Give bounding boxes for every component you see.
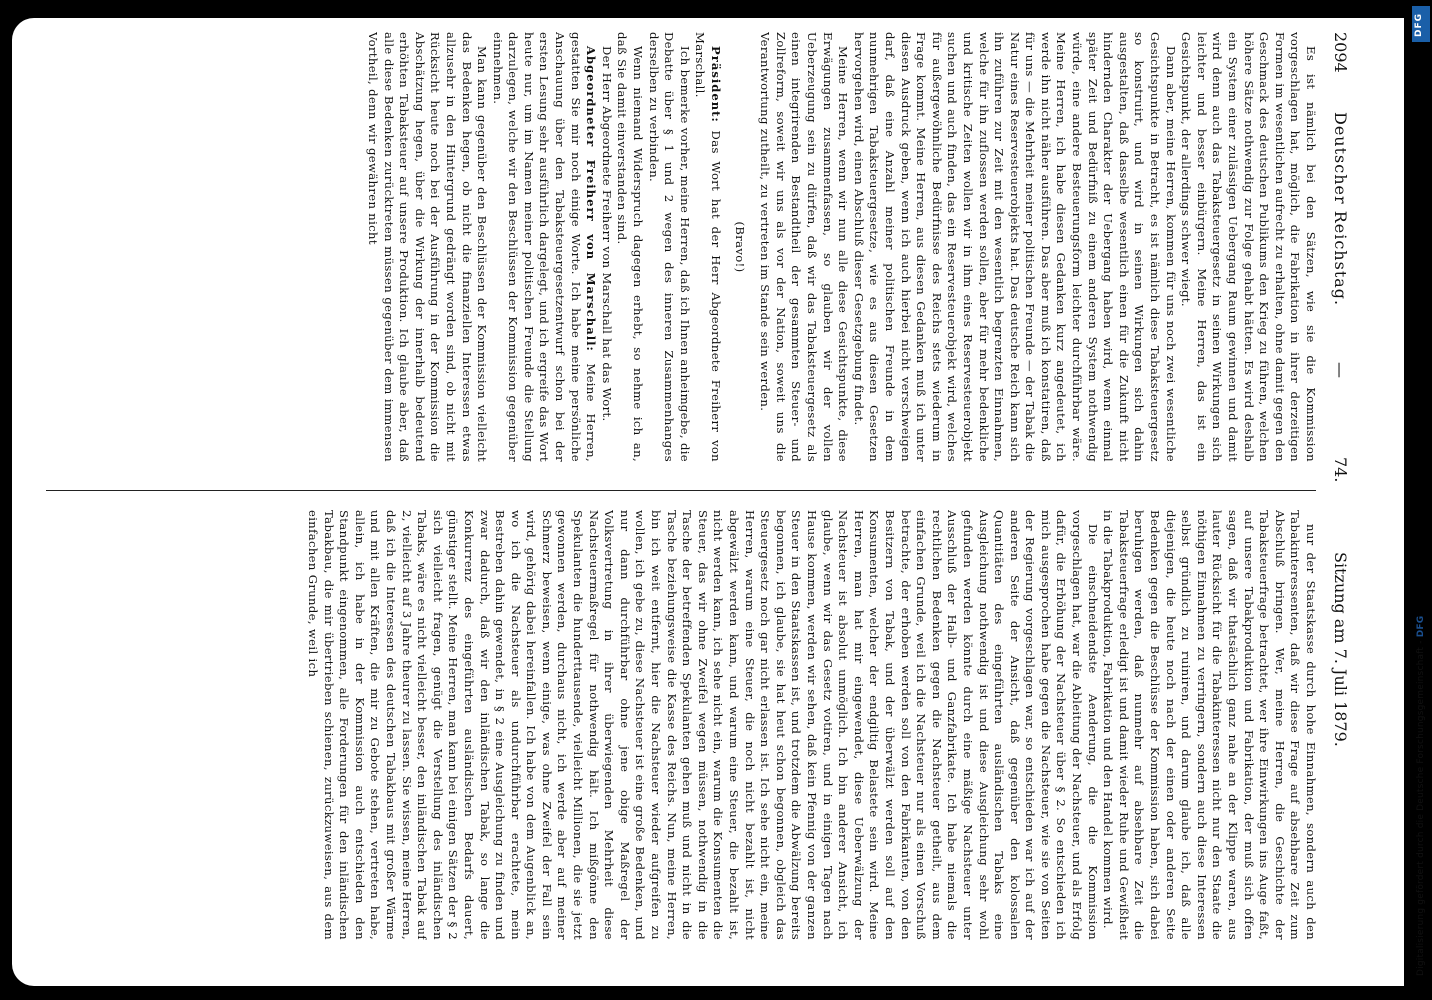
credit-text: Digitalisierung gefördert durch die Deutsche Forschungsgemeinschaft -: [1416, 637, 1426, 976]
publication-title: Deutscher Reichstag.: [1331, 112, 1350, 307]
text-column-right: [30, 510, 1318, 940]
header-separator: —: [1331, 362, 1350, 378]
paragraph: Wenn niemand Widerspruch dagegen erhebt, so nehme ich an, daß Sie damit einverstanden sind.: [615, 32, 646, 462]
speaker-paragraph: [489, 32, 598, 462]
paragraph: Meine Herren, wenn wir nun alle diese Gesichtspunkte, diese Erwägungen zusammenfassen, so glauben wir der vollen Ueberzeugung sein zu dürfen, daß wir das Tabaksteuergesetz als einen integrirenden Bestandtheil der gesammten Steuer- und Zollreform, soweit wir uns als vor der Nation, soweit uns die Verantwortung zutheilt, zu vertreten im Stande sein werden.: [758, 32, 851, 462]
rotated-page-content: [27, 32, 1352, 972]
session-date: Sitzung am 7. Juli 1879.: [1331, 552, 1350, 747]
paragraph: Ich bemerke vorher, meine Herren, daß ich Ihnen anheimgebe, die Debatte über § 1 und 2 wegen des inneren Zusammenhanges derselben zu verbinden.: [646, 32, 692, 462]
paragraph: Es ist nämlich bei den Sätzen, wie sie die Kommission vorgeschlagen hat, möglich, die Fabrikation in ihrer derzeitigen Formen im wesentlichen aufrecht zu erhalten, ohne damit gegen den Geschmack des deutschen Publikums den Krieg zu führen, welchen höhere Sätze nothwendig zur Folge gehabt hätten. Es wird deshalb ein System einer zulässigen Uebergang Raum gewinnen und damit wird denn auch das Tabaksteuergesetz in seinen Wirkungen sich leichter und besser einbürgern. Meine Herren, das ist ein Gesichtspunkt, der allerdings schwer wiegt.: [1179, 32, 1318, 462]
credit-brand: DFG: [1416, 615, 1426, 638]
speech-text: Meine Herren, gestatten Sie mir noch einige Worte. Ich habe meine persönliche Anschauung über den Tabaksteuergesetzentwurf schon bei der ersten Lesung sehr ausführlich dargelegt, und ich ergreife das Wort heute nur, um im Namen meiner politischen Freunde die Stellung darzulegen, welche wir den Beschlüssen der Kommission gegenüber einnehmen.: [490, 32, 599, 462]
paragraph: Dann aber, meine Herren, kommen für uns noch zwei wesentliche Gesichtspunkte in Betracht, es ist nämlich diese Tabaksteuergesetz so konstruirt, und wird in seinen Wirkungen sich dahin ausgestalten, daß dasselbe wesentlich einen für die Zukunft nicht hindernden Charakter der Uebergang haben wird, wenn einmal später Zeit und Bedürfniß zu einem anderen System nothwendig würde, eine andere Besteuerungsform leichter durchführbar wäre. Meine Herren, ich habe diesen Gedanken kurz angedeutet, ich werde ihn nicht näher ausführen. Das aber muß ich konstatiren, daß für uns — die Mehrheit meiner politischen Freunde — der Tabak die Natur eines Reservesteuerobjekts hat. Das deutsche Reich kann sich ihn zuführen zur Zeit mit den wesentlich begrenzten Einnahmen, welche für ihn zuflossen werden sollen, aber für mehr bedenkliche und kritische Zeiten wollen wir in ihm eines Reservesteuerobjekt suchen und auch finden, das ein Reservesteuerobjekt wird, welches für außergewöhnliche Bedürfnisse des Reichs stets wiederum in Frage kommt. Meine Herren, aus diesen Gedanken muß ich unter diesen Ausdruck geben, wenn ich auch hierbei nicht verschweigen darf, daß eine Anzahl meiner politischen Freunde in dem nunmehrigen Tabaksteuergesetze, wie es aus diesen Gesetzen hervorgehen wird, einen Abschluß dieser Gesetzgebung findet.: [851, 32, 1178, 462]
stage-direction: (Bravo!): [732, 221, 747, 273]
paragraph: Die einschneidendste Aenderung, die die Kommission vorgeschlagen hat, war die Ableitung der Nachsteuer, und als Erfolg dafür, die Erhöhung der Nachsteuer über § 2. So entschieden ich mich ausgesprochen habe gegen die Nachsteuer, wie sie von Seiten der Regierung vorgeschlagen war, so entschieden war ich auf der anderen Seite der Ansicht, daß gegenüber den kolossalen Quantitäten des eingeführten ausländischen Tabaks eine Ausgleichung nothwendig ist und diese Ausgleichung sehr wohl gefunden werden könnte durch eine mäßige Nachsteuer unter Ausschluß der Halb- und Ganzfabrikate. Ich habe niemals die rechtlichen Bedenken gegen die Nachsteuer getheilt, aus dem einfachen Grunde, weil ich die Nachsteuer nur als einen Vorschuß betrachte, der erhoben werden soll von den Fabrikanten, von den Besitzern von Tabak, und der überwälzt werden soll auf den Konsumenten, welcher der endgiltig Belastete sein wird. Meine Herren, man hat mir eingewendet, diese Ueberwälzung der Nachsteuer ist absolut unmöglich. Ich bin anderer Ansicht, ich glaube, wenn wir das Gesetz votiren, und in einigen Tagen nach Hause kommen, werden wir sehen, daß kein Pfennig von der ganzen Steuer in den Staatskassen ist, und trotzdem die Abwälzung bereits begonnen, ich glaube, sie hat heut schon begonnen, obgleich das Steuergesetz noch gar nicht erlassen ist. Ich sehe nicht ein, meine Herren, warum eine Steuer, die noch nicht bezahlt ist, nicht abgewälzt werden kann, und warum eine Steuer, die bezahlt ist, nicht werden kann, ich sehe nicht ein, warum die Konsumenten die Steuer, das wir ohne Zweifel wegen müssen, nothwendig in die Tasche der betreffenden Spekulanten gehen muß und nicht in die Tasche beziehungsweise die Kasse des Reichs. Nun, meine Herren, bin ich weit entfernt, hier die Nachsteuer wieder aufgreifen zu wollen, ich gebe zu, diese Nachsteuer ist eine große Bedenken, und nur dann durchführbar ohne jene obige Maßregel der Volksvertretung in ihrer überwiegenden Mehrheit diese Nachsteuermaßregel für nothwendig hält. Ich mißgönne den Spekulanten die hunderttausende, vielleicht Millionen, die sie jetzt gewonnen werden, durchaus nicht, ich werde aber auf meiner Schmerz beweisen, wenn einige, was ohne Zweifel der Fall sein wird, gehörig dabei hereinfallen. Ich habe von dem Augenblick an, wo ich die Nachsteuer als undurchführbar erachtete, mein Bestreben dahin gewendet, in § 2 eine Ausgleichung zu finden und zwar dadurch, daß wir den inländischen Tabak, so lange die Konkurrenz des eingeführten ausländischen Bedarfs dauert, günstiger stellt. Meine Herren, man kann bei einigen Sätzen der § 2 sich vielleicht fragen, genügt die Verstellung des inländischen Tabaks, wäre es nicht vielleicht besser, den inländischen Tabak auf 2, vielleicht auf 3 Jahre theurer zu lassen. Sie wissen, meine Herren, daß ich die Interessen des deutschen Tabakbaus mit großer Wärme und mit allen Kräften, die mir zu Gebote stehen, vertreten habe, allein, ich habe in der Kommission auch entschieden den Standpunkt eingenommen, alle Forderungen für den inländischen Tabakbau, die mir übertrieben schienen, zurückzuweisen, aus dem einfachen Grunde, weil ich: [306, 510, 1100, 940]
speaker-name: Abgeordneter Freiherr von Marschall:: [584, 46, 599, 352]
dfg-logo-icon: [1412, 6, 1430, 42]
speaker-paragraph: [692, 32, 723, 462]
speech-text: Das Wort hat der Herr Abgeordnete Freiherr von Marschall.: [693, 32, 724, 462]
paragraph: Man kann gegenüber den Beschlüssen der Kommission vielleicht das Bedenken hegen, ob nicht die finanziellen Interessen etwas allzusehr in den Hintergrund gedrängt worden sind, ob nicht mit Rücksicht heute noch bei der Ausführung in der Kommission die Abschätzung hegen, über die Wirkung der innerhalb bedeutend erhöhten Tabaksteuer auf unsere Produktion. Ich glaube aber, daß alle diese Bedenken zurücktreten müssen gegenüber dem immensen Vortheil, denn wir gewähren nicht: [365, 32, 490, 462]
column-divider: [46, 490, 1316, 491]
speaker-name: Präsident:: [709, 46, 724, 123]
dfg-logo-text: DFG: [1414, 12, 1424, 37]
session-number: 74.: [1331, 457, 1350, 483]
scanned-page: [12, 18, 1404, 986]
paragraph: Der Herr Abgeordnete Freiherr von Marschall hat das Wort.: [599, 46, 614, 422]
page-number: 2094: [1331, 32, 1350, 73]
paragraph: nur der Staatskasse durch hohe Einnahmen, sondern auch den Tabakinteressenten, daß wir diese Frage auf absehbare Zeit zum Abschluß bringen. Wer, meine Herren, die Geschichte der Tabaksteuerfrage betrachtet, wer ihre Einwirkungen ins Auge faßt, auf unsere Tabakproduktion und Fabrikation, der muß sich offen sagen, daß wir thatsächlich ganz nahe an der Klippe waren, aus lauter Rücksicht für die Tabakinteressen nicht nur den Staate die nöthigen Einnahmen zu verringern, sondern auch diese Interessen selbst gründlich zu ruiniren, und darum glaube ich, daß alle diejenigen, die heute noch nach der einen oder anderen Seite Bedenken gegen die Beschlüsse der Kommission haben, sich dabei beruhigen werden, daß nunmehr auf absehbare Zeit die Tabaksteuerfrage erledigt ist und damit wieder Ruhe und Gewißheit in die Tabakproduktion, Fabrikation und den Handel kommen wird.: [1101, 510, 1318, 940]
digitization-credit: [1416, 616, 1426, 976]
text-column-left: [30, 32, 1318, 462]
page-header: [1324, 32, 1352, 972]
